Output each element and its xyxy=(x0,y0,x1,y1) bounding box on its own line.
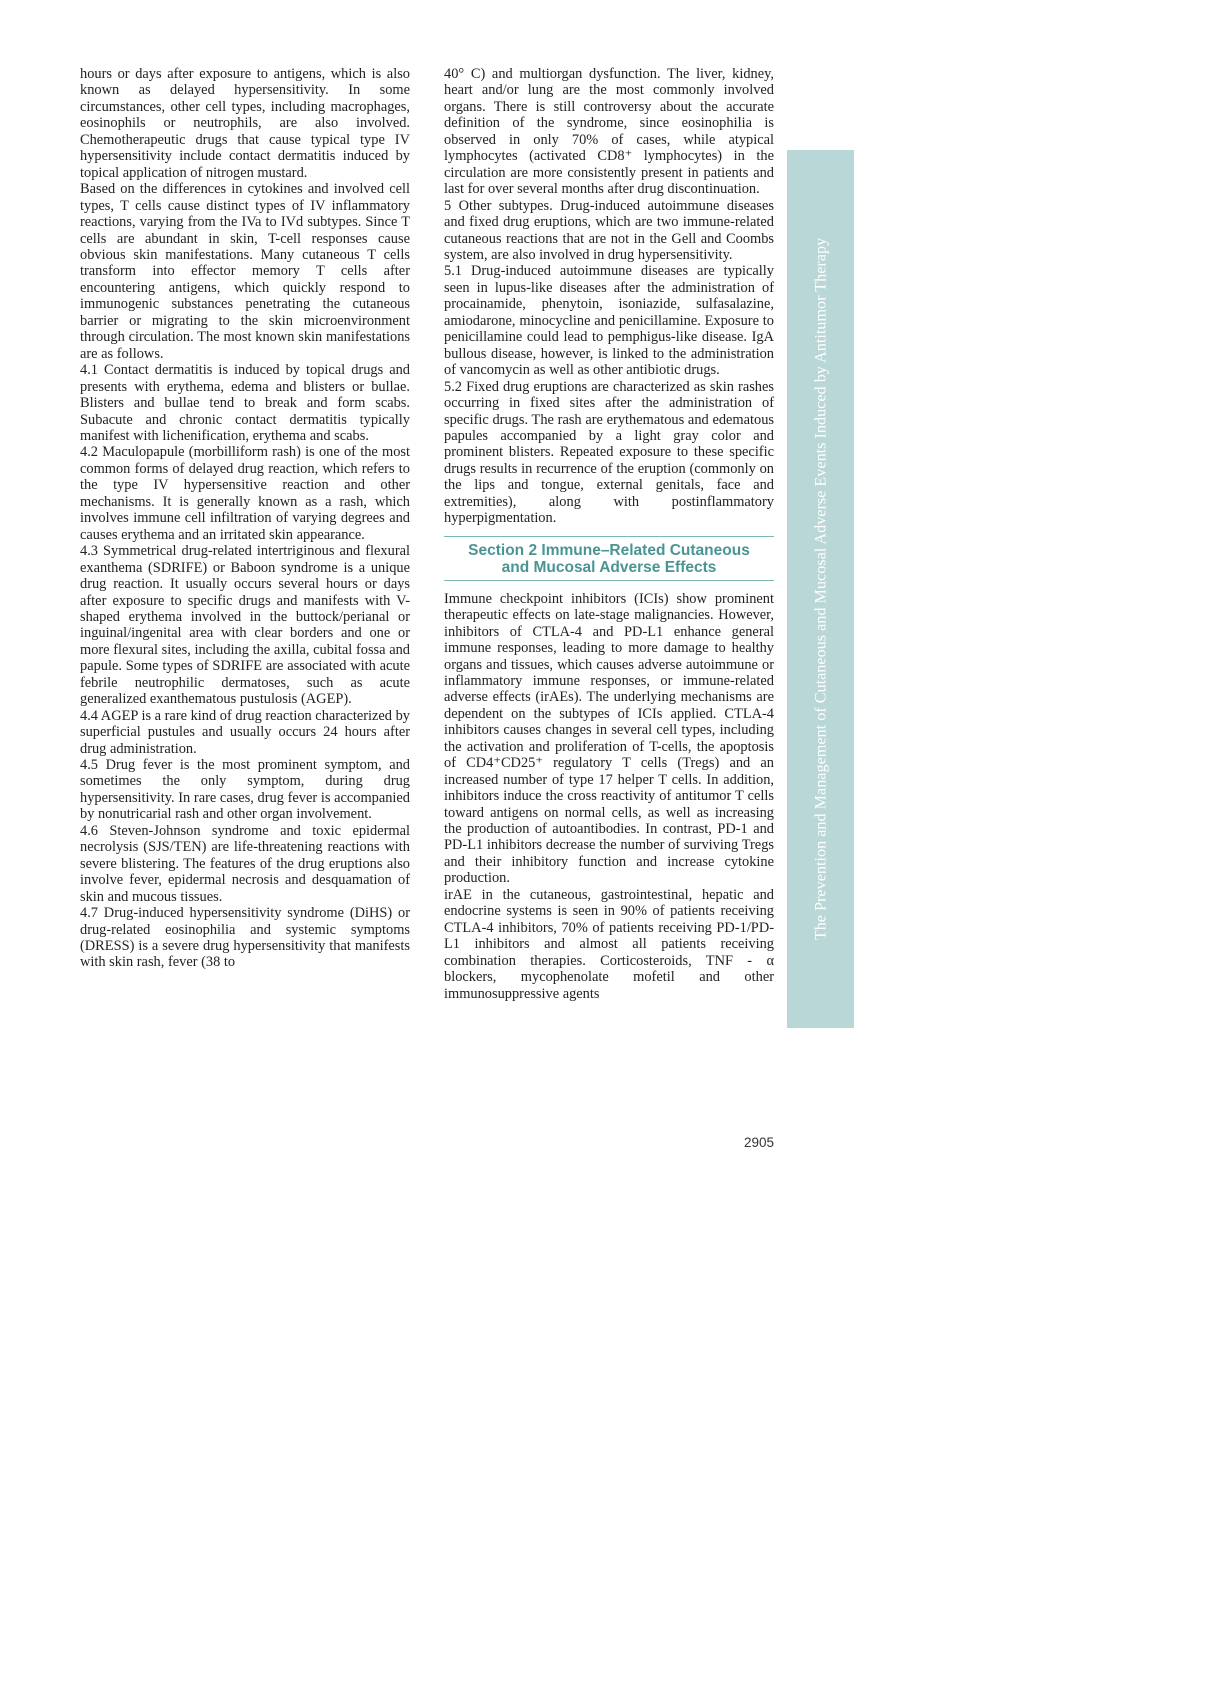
section-heading-line: and Mucosal Adverse Effects xyxy=(501,558,717,576)
paragraph: 40° C) and multiorgan dysfunction. The liver, kidney, heart and/or lung are the most commonly involved organs. There is still controversy about the accurate definition of the syndrome, since eosinophilia is observed in only 70% of cases, while atypical lymphocytes (activated CD8⁺ lymphocytes) in the circulation are more consistently present in patients and last for over several months after drug discontinuation. xyxy=(444,66,774,198)
chapter-side-band xyxy=(787,150,854,1028)
left-column xyxy=(80,66,410,971)
paragraph: 4.3 Symmetrical drug-related intertriginous and flexural exanthema (SDRIFE) or Baboon syndrome is a unique drug reaction. It usually occurs several hours or days after exposure to specific drugs and manifests with V-shaped erythema involved in the buttock/perianal or inguinal/ingenital area with clear borders and one or more flexural sites, including the axilla, cubital fossa and papule. Some types of SDRIFE are associated with acute febrile neutrophilic dermatoses, such as acute generalized exanthematous pustulosis (AGEP). xyxy=(80,543,410,708)
paragraph: 4.7 Drug-induced hypersensitivity syndrome (DiHS) or drug-related eosinophilia and systemic symptoms (DRESS) is a severe drug hypersensitivity that manifests with skin rash, fever (38 to xyxy=(80,905,410,971)
paragraph: Immune checkpoint inhibitors (ICIs) show prominent therapeutic effects on late-stage malignancies. However, inhibitors of CTLA-4 and PD-L1 enhance general immune responses, leading to more damage to healthy organs and tissues, which causes adverse autoimmune or inflammatory immune responses, or immune-related adverse effects (irAEs). The underlying mechanisms are dependent on the subtypes of ICIs applied. CTLA-4 inhibitors causes changes in several cell types, including the activation and proliferation of T-cells, the apoptosis of CD4⁺CD25⁺ regulatory T cells (Tregs) and an increased number of type 17 helper T cells. In addition, inhibitors induce the cross reactivity of antitumor T cells toward antigens on normal cells, as well as increasing the production of autoantibodies. In contrast, PD-1 and PD-L1 inhibitors decrease the number of surviving Tregs and their inhibitory function and increase cytokine production. xyxy=(444,590,774,887)
section-heading-line: Section 2 Immune–Related Cutaneous xyxy=(468,541,750,559)
paragraph: 4.6 Steven-Johnson syndrome and toxic epidermal necrolysis (SJS/TEN) are life-threatening reactions with severe blistering. The features of the drug eruptions also involve fever, epidermal necrosis and desquamation of skin and mucous tissues. xyxy=(80,822,410,905)
chapter-title: The Prevention and Management of Cutaneous and Mucosal Adverse Events Induced by Antitumor Therapy xyxy=(811,237,829,941)
paragraph: 4.4 AGEP is a rare kind of drug reaction characterized by superficial pustules and usually occurs 24 hours after drug administration. xyxy=(80,707,410,757)
paragraph: 4.1 Contact dermatitis is induced by topical drugs and presents with erythema, edema and blisters or bullae. Blisters and bullae tend to break and form scabs. Subacute and chronic contact dermatitis typically manifest with lichenification, erythema and scabs. xyxy=(80,362,410,444)
page-number: 2905 xyxy=(743,1135,774,1150)
paragraph: irAE in the cutaneous, gastrointestinal, hepatic and endocrine systems is seen in 90% of patients receiving CTLA-4 inhibitors, 70% of patients receiving PD-1/PD-L1 inhibitors and almost all patients receiving combination therapies. Corticosteroids, TNF - α blockers, mycophenolate mofetil and other immunosuppressive agents xyxy=(444,886,774,1002)
paragraph: Based on the differences in cytokines and involved cell types, T cells cause distinct types of IV inflammatory reactions, varying from the IVa to IVd subtypes. Since T cells are abundant in skin, T-cell responses cause obvious skin manifestations. Many cutaneous T cells transform into effector memory T cells after encountering antigens, which quickly respond to immunogenic substances penetrating the cutaneous barrier or migrating to the skin microenvironment through circulation. The most known skin manifestations are as follows. xyxy=(80,181,410,362)
paragraph: 5.1 Drug-induced autoimmune diseases are typically seen in lupus-like diseases after the administration of procainamide, phenytoin, isoniazide, sulfasalazine, amiodarone, minocycline and penicillamine. Exposure to penicillamine could lead to pemphigus-like disease. IgA bullous disease, however, is linked to the administration of vancomycin as well as other antibiotic drugs. xyxy=(444,263,774,379)
paragraph: 5.2 Fixed drug eruptions are characterized as skin rashes occurring in fixed sites after the administration of specific drugs. The rash are erythematous and edematous papules accompanied by a light gray color and prominent blisters. Repeated exposure to these specific drugs results in recurrence of the eruption (commonly on the lips and tongue, external genitals, face and extremities), along with postinflammatory hyperpigmentation. xyxy=(444,378,774,527)
right-column xyxy=(444,66,774,1002)
paragraph: 5 Other subtypes. Drug-induced autoimmune diseases and fixed drug eruptions, which are two immune-related cutaneous reactions that are not in the Gell and Coombs system, are also involved in drug hypersensitivity. xyxy=(444,197,774,263)
paragraph: 4.2 Maculopapule (morbilliform rash) is one of the most common forms of delayed drug reaction, which refers to the type IV hypersensitive reaction and other mechanisms. It is generally known as a rash, which involves immune cell infiltration of varying degrees and causes erythema and an irritated skin appearance. xyxy=(80,444,410,543)
paragraph: hours or days after exposure to antigens, which is also known as delayed hypersensitivity. In some circumstances, other cell types, including macrophages, eosinophils or neutrophils, are also involved. Chemotherapeutic drugs that cause typical type IV hypersensitivity include contact dermatitis induced by topical application of nitrogen mustard. xyxy=(80,66,410,181)
section-heading xyxy=(444,536,774,581)
paragraph: 4.5 Drug fever is the most prominent symptom, and sometimes the only symptom, during drug hypersensitivity. In rare cases, drug fever is accompanied by nonutricarial rash and other organ involvement. xyxy=(80,757,410,823)
